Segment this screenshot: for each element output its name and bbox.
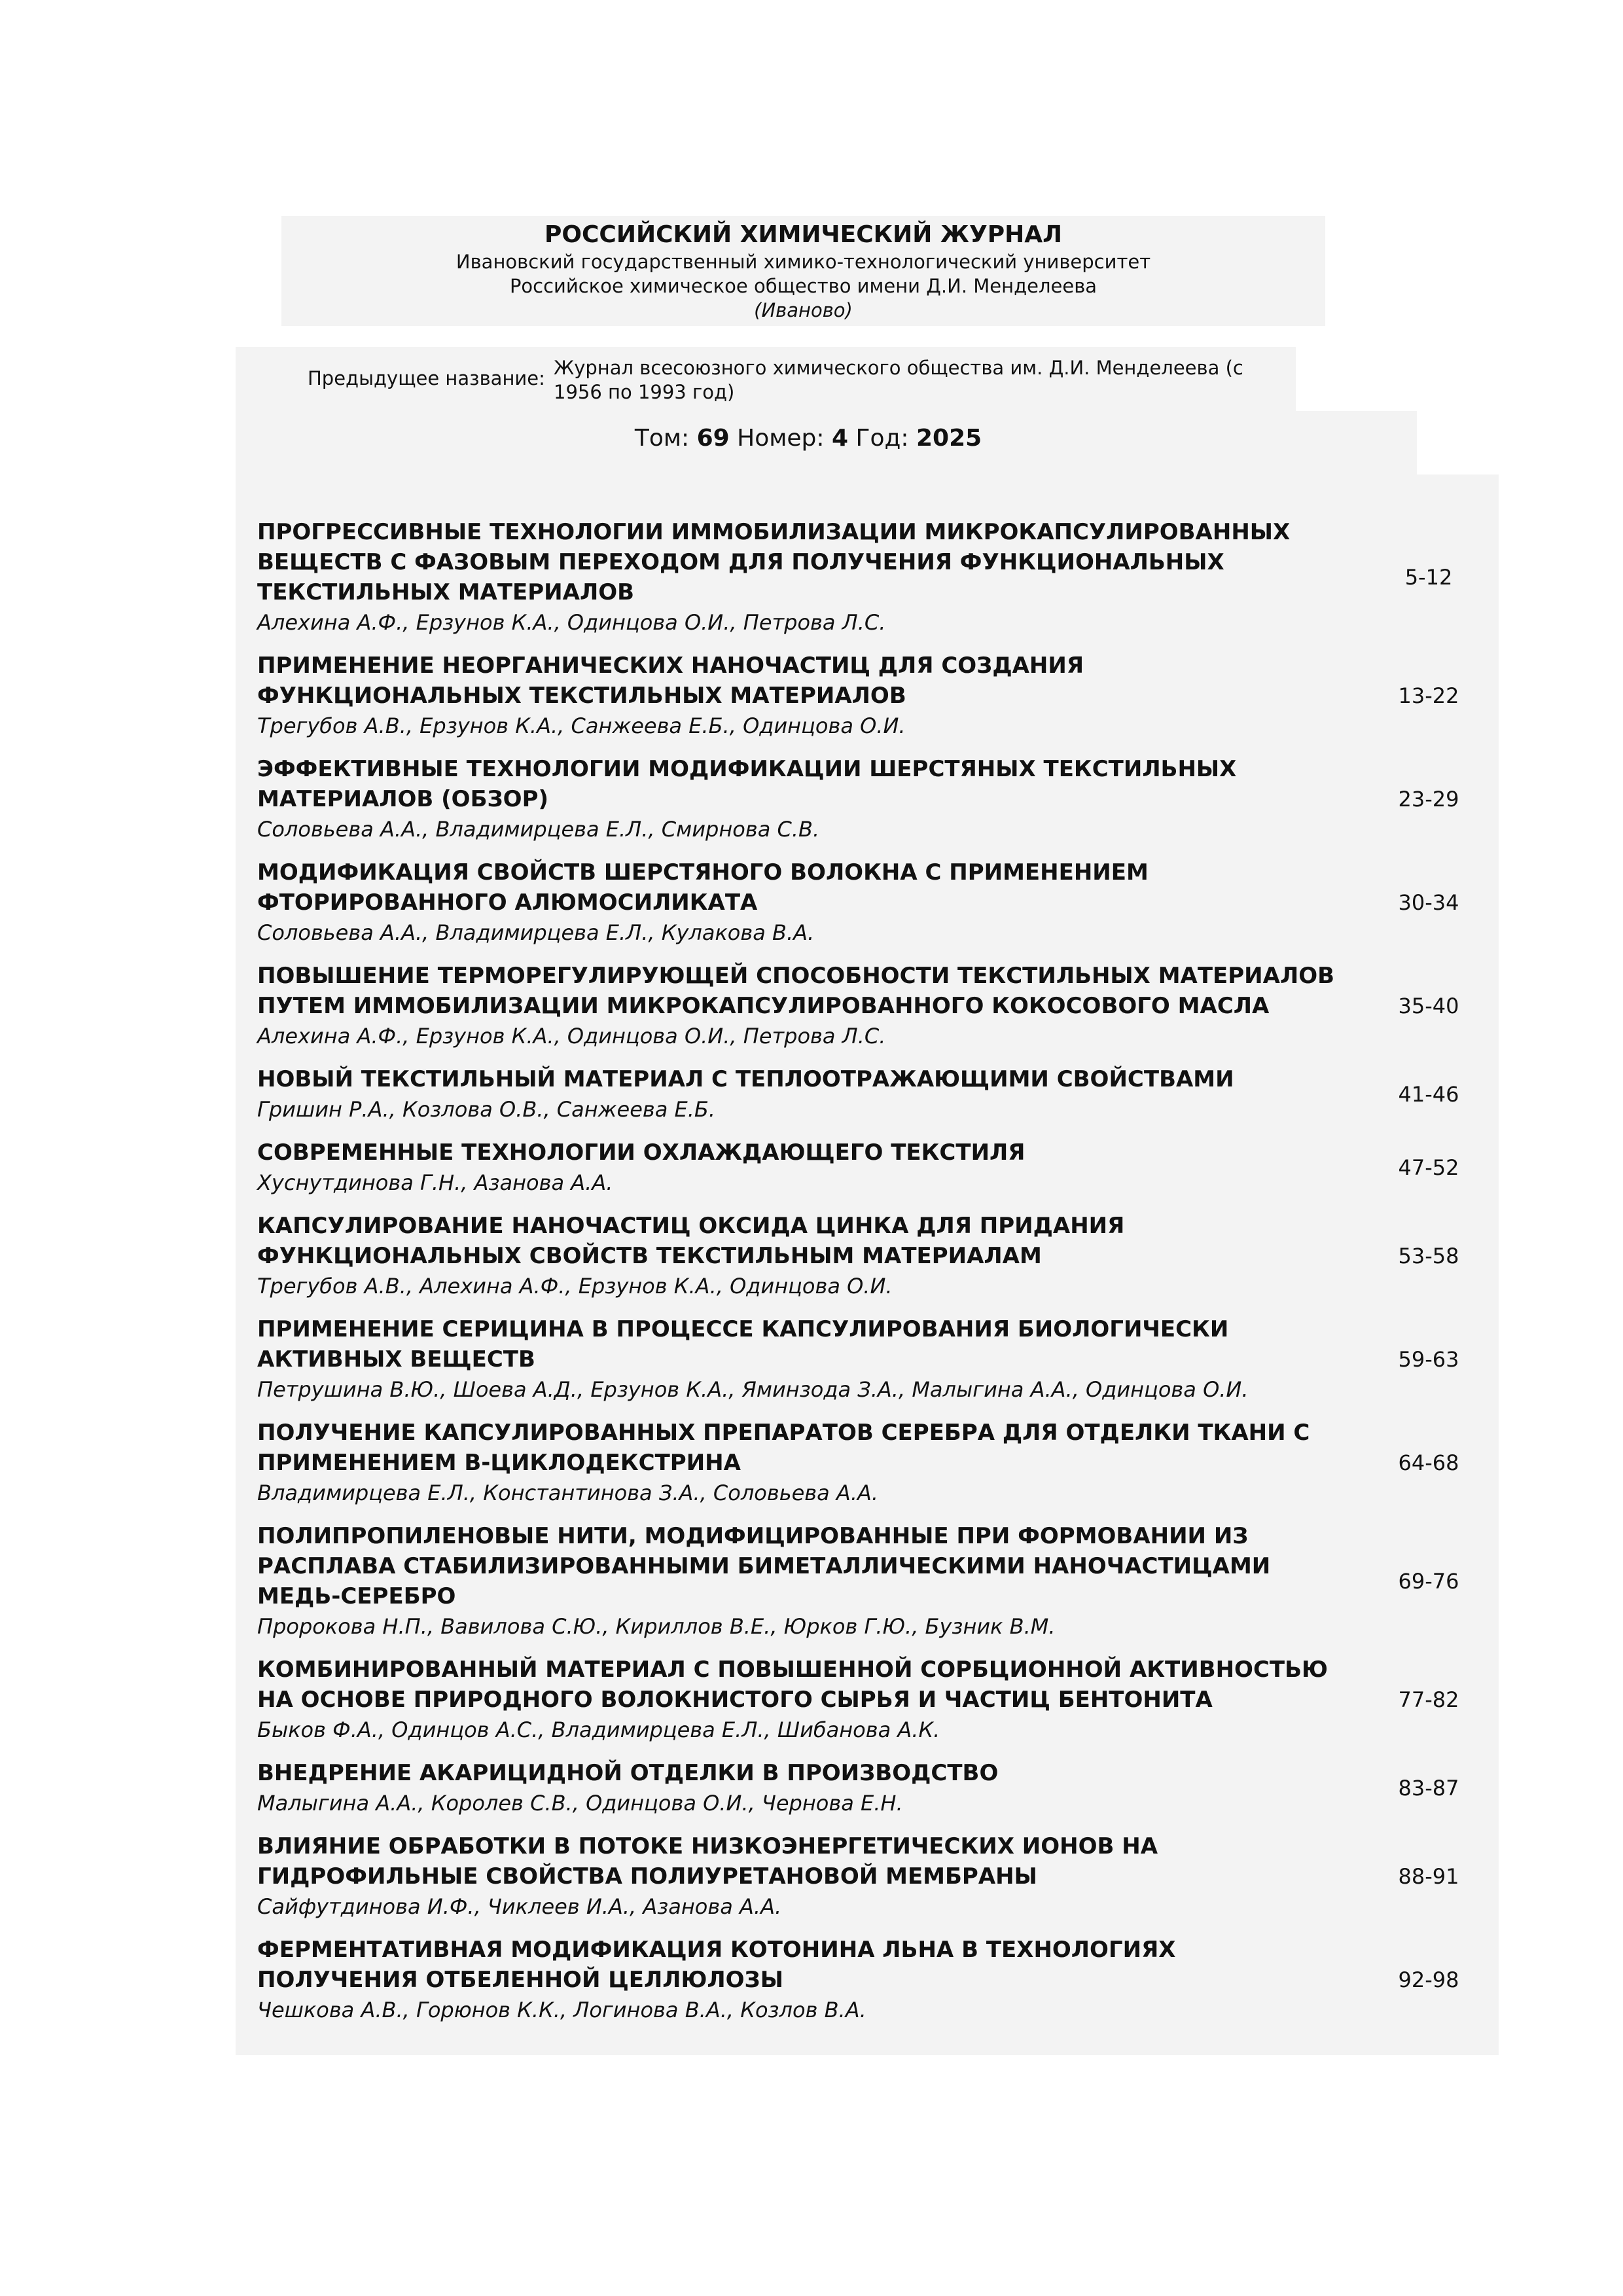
article-title[interactable]: ВНЕДРЕНИЕ АКАРИЦИДНОЙ ОТДЕЛКИ В ПРОИЗВОДСТВО [257, 1760, 999, 1786]
article-pages: 69-76 [1398, 1569, 1459, 1594]
article-authors: Чешкова А.В., Горюнов К.К., Логинова В.А., Козлов В.А. [257, 1998, 866, 2022]
article-entry [257, 857, 1474, 948]
article-entry [257, 1418, 1474, 1508]
article-authors: Пророкова Н.П., Вавилова С.Ю., Кириллов В.Е., Юрков Г.Ю., Бузник В.М. [257, 1614, 1056, 1639]
article-entry [257, 961, 1474, 1051]
article-pages: 53-58 [1398, 1244, 1459, 1268]
article-entry [257, 1758, 1474, 1818]
previous-name-label: Предыдущее название: [308, 367, 545, 389]
article-entry [257, 1138, 1474, 1198]
article-pages: 92-98 [1398, 1967, 1459, 1992]
article-pages: 35-40 [1398, 994, 1459, 1018]
number-label: Номер: [737, 425, 825, 452]
volume-label: Том: [634, 425, 690, 452]
article-title[interactable]: ПРОГРЕССИВНЫЕ ТЕХНОЛОГИИ ИММОБИЛИЗАЦИИ МИКРОКАПСУЛИРОВАННЫХ ВЕЩЕСТВ С ФАЗОВЫМ ПЕРЕХОДОМ ДЛЯ ПОЛУЧЕНИЯ ФУНКЦИОНАЛЬНЫХ ТЕКСТИЛЬНЫХ МАТЕРИАЛОВ [257, 519, 1291, 605]
article-entry [257, 1314, 1474, 1405]
article-authors: Трегубов А.В., Ерзунов К.А., Санжеева Е.Б., Одинцова О.И. [257, 713, 906, 738]
article-title[interactable]: ЭФФЕКТИВНЫЕ ТЕХНОЛОГИИ МОДИФИКАЦИИ ШЕРСТЯНЫХ ТЕКСТИЛЬНЫХ МАТЕРИАЛОВ (ОБЗОР) [257, 756, 1237, 812]
article-pages: 23-29 [1398, 787, 1459, 812]
article-title[interactable]: ПОЛИПРОПИЛЕНОВЫЕ НИТИ, МОДИФИЦИРОВАННЫЕ ПРИ ФОРМОВАНИИ ИЗ РАСПЛАВА СТАБИЛИЗИРОВАННЫМИ БИМЕТАЛЛИЧЕСКИМИ НАНОЧАСТИЦАМИ МЕДЬ-СЕРЕБРО [257, 1523, 1271, 1609]
article-pages: 59-63 [1398, 1347, 1459, 1372]
article-pages: 88-91 [1398, 1864, 1459, 1889]
article-pages: 64-68 [1398, 1450, 1459, 1475]
article-title[interactable]: ПОВЫШЕНИЕ ТЕРМОРЕГУЛИРУЮЩЕЙ СПОСОБНОСТИ ТЕКСТИЛЬНЫХ МАТЕРИАЛОВ ПУТЕМ ИММОБИЛИЗАЦИИ МИКРОКАПСУЛИРОВАННОГО КОКОСОВОГО МАСЛА [257, 963, 1335, 1019]
article-entry [257, 1935, 1474, 2025]
article-pages: 47-52 [1398, 1155, 1459, 1180]
article-title[interactable]: СОВРЕМЕННЫЕ ТЕХНОЛОГИИ ОХЛАЖДАЮЩЕГО ТЕКСТИЛЯ [257, 1139, 1026, 1166]
article-title[interactable]: КАПСУЛИРОВАНИЕ НАНОЧАСТИЦ ОКСИДА ЦИНКА ДЛЯ ПРИДАНИЯ ФУНКЦИОНАЛЬНЫХ СВОЙСТВ ТЕКСТИЛЬНЫМ МАТЕРИАЛАМ [257, 1213, 1125, 1269]
journal-title: РОССИЙСКИЙ ХИМИЧЕСКИЙ ЖУРНАЛ [544, 221, 1062, 248]
article-entry [257, 1521, 1474, 1641]
year-value: 2025 [916, 425, 982, 452]
number-value: 4 [832, 425, 849, 452]
article-entry [257, 754, 1474, 844]
article-authors: Соловьева А.А., Владимирцева Е.Л., Смирнова С.В. [257, 817, 820, 842]
article-authors: Соловьева А.А., Владимирцева Е.Л., Кулакова В.А. [257, 920, 815, 945]
previous-name-value: Журнал всесоюзного химического общества им. Д.И. Менделеева (с 1956 по 1993 год) [554, 357, 1243, 403]
issue-line [236, 424, 1381, 453]
article-entry [257, 1831, 1474, 1922]
publisher-line-1: Ивановский государственный химико-технологический университет [455, 251, 1151, 273]
journal-header [281, 216, 1325, 326]
article-authors: Алехина А.Ф., Ерзунов К.А., Одинцова О.И., Петрова Л.С. [257, 610, 886, 635]
article-pages: 83-87 [1398, 1776, 1459, 1801]
article-title[interactable]: МОДИФИКАЦИЯ СВОЙСТВ ШЕРСТЯНОГО ВОЛОКНА С ПРИМЕНЕНИЕМ ФТОРИРОВАННОГО АЛЮМОСИЛИКАТА [257, 859, 1149, 916]
publisher-city: (Иваново) [754, 299, 853, 321]
article-entry [257, 517, 1474, 637]
article-authors: Быков Ф.А., Одинцов А.С., Владимирцева Е.Л., Шибанова А.К. [257, 1717, 940, 1742]
article-title[interactable]: ПРИМЕНЕНИЕ НЕОРГАНИЧЕСКИХ НАНОЧАСТИЦ ДЛЯ СОЗДАНИЯ ФУНКЦИОНАЛЬНЫХ ТЕКСТИЛЬНЫХ МАТЕРИАЛОВ [257, 653, 1084, 709]
article-title[interactable]: НОВЫЙ ТЕКСТИЛЬНЫЙ МАТЕРИАЛ С ТЕПЛООТРАЖАЮЩИМИ СВОЙСТВАМИ [257, 1066, 1234, 1092]
article-authors: Петрушина В.Ю., Шоева А.Д., Ерзунов К.А., Яминзода З.А., Малыгина А.А., Одинцова О.И. [257, 1377, 1249, 1402]
article-entry [257, 1655, 1474, 1745]
table-of-contents [257, 517, 1474, 2038]
volume-value: 69 [696, 425, 730, 452]
issue-info-block [236, 411, 1417, 476]
article-authors: Гришин Р.А., Козлова О.В., Санжеева Е.Б. [257, 1097, 716, 1122]
article-title[interactable]: ПРИМЕНЕНИЕ СЕРИЦИНА В ПРОЦЕССЕ КАПСУЛИРОВАНИЯ БИОЛОГИЧЕСКИ АКТИВНЫХ ВЕЩЕСТВ [257, 1316, 1229, 1372]
article-title[interactable]: ПОЛУЧЕНИЕ КАПСУЛИРОВАННЫХ ПРЕПАРАТОВ СЕРЕБРА ДЛЯ ОТДЕЛКИ ТКАНИ С ПРИМЕНЕНИЕМ Β-ЦИКЛОДЕКСТРИНА [257, 1420, 1310, 1476]
article-authors: Малыгина А.А., Королев С.В., Одинцова О.И., Чернова Е.Н. [257, 1791, 903, 1816]
article-entry [257, 1211, 1474, 1301]
article-authors: Алехина А.Ф., Ерзунов К.А., Одинцова О.И., Петрова Л.С. [257, 1024, 886, 1049]
article-pages: 77-82 [1398, 1687, 1459, 1712]
article-authors: Хуснутдинова Г.Н., Азанова А.А. [257, 1170, 613, 1195]
article-pages: 13-22 [1398, 683, 1459, 708]
article-pages: 5-12 [1404, 565, 1453, 590]
article-title[interactable]: КОМБИНИРОВАННЫЙ МАТЕРИАЛ С ПОВЫШЕННОЙ СОРБЦИОННОЙ АКТИВНОСТЬЮ НА ОСНОВЕ ПРИРОДНОГО ВОЛОКНИСТОГО СЫРЬЯ И ЧАСТИЦ БЕНТОНИТА [257, 1657, 1328, 1713]
article-authors: Сайфутдинова И.Ф., Чиклеев И.А., Азанова А.А. [257, 1894, 782, 1919]
article-title[interactable]: ВЛИЯНИЕ ОБРАБОТКИ В ПОТОКЕ НИЗКОЭНЕРГЕТИЧЕСКИХ ИОНОВ НА ГИДРОФИЛЬНЫЕ СВОЙСТВА ПОЛИУРЕТАНОВОЙ МЕМБРАНЫ [257, 1833, 1158, 1890]
publisher-line-2: Российское химическое общество имени Д.И. Менделеева [509, 275, 1097, 297]
year-label: Год: [855, 425, 909, 452]
article-authors: Трегубов А.В., Алехина А.Ф., Ерзунов К.А., Одинцова О.И. [257, 1274, 893, 1299]
article-entry [257, 651, 1474, 741]
article-pages: 30-34 [1398, 890, 1459, 915]
article-pages: 41-46 [1398, 1082, 1459, 1107]
article-title[interactable]: ФЕРМЕНТАТИВНАЯ МОДИФИКАЦИЯ КОТОНИНА ЛЬНА В ТЕХНОЛОГИЯХ ПОЛУЧЕНИЯ ОТБЕЛЕННОЙ ЦЕЛЛЮЛОЗЫ [257, 1937, 1176, 1993]
previous-name-block [236, 347, 1296, 411]
article-entry [257, 1064, 1474, 1124]
article-authors: Владимирцева Е.Л., Константинова З.А., Соловьева А.А. [257, 1480, 879, 1505]
